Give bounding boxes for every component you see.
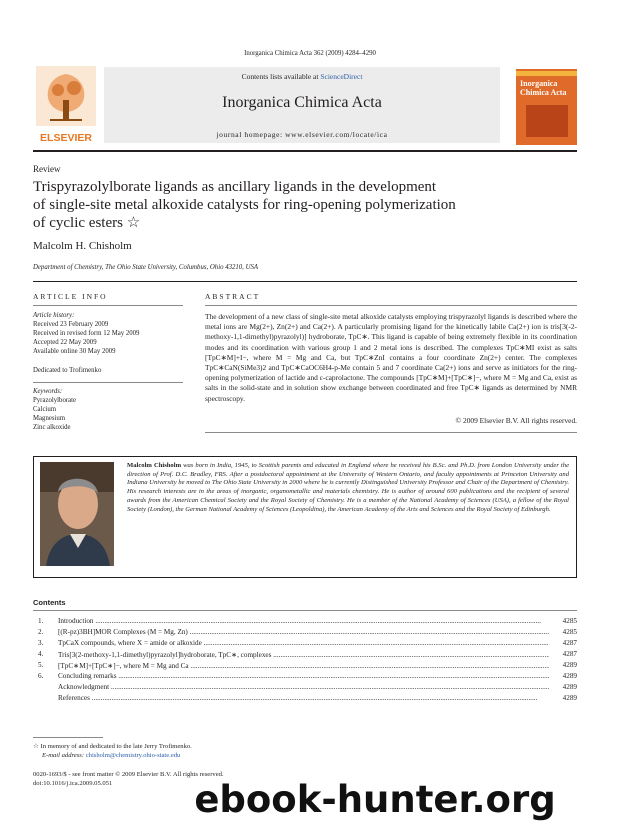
toc-entry[interactable]: [38, 694, 577, 705]
toc-page: 4289: [551, 694, 577, 702]
toc-label: Concluding remarks .....: [58, 672, 549, 680]
keyword-item: Pyrazolylborate: [33, 397, 77, 404]
toc-number: 6.: [38, 672, 44, 680]
dedication-footnote: ☆ In memory of and dedicated to the late Jerry Trofimenko.: [33, 743, 192, 750]
toc-entry[interactable]: [38, 672, 577, 683]
title-line-3: of cyclic esters ☆: [33, 215, 141, 231]
abstract-heading: ABSTRACT: [205, 292, 261, 301]
toc-label: TpCaX compounds, where X = amide or alkoxide .....: [58, 639, 549, 647]
elsevier-tree-logo: [36, 66, 96, 126]
keyword-item: Magnesium: [33, 415, 66, 422]
bio-text: was born in India, 1945, to Scottish parents and educated in England where he received his B.Sc. and Ph.D. from London University under the direction of Prof. D.C. Bradley, FRS. After a postdoctoral appointment at the University of Western Ontario, and faculty appointments at Princeton University and Indiana University he moved to The Ohio State University in 2000 where he is currently Distinguished University Professor and Chair of the Department of Chemistry. His research interests are in the areas of inorganic, organometallic and materials chemistry. He is author of around 600 publications and the recipient of several awards from the American Chemical Society and the Royal Society of Chemistry. He is a member of the National Academy of Sciences (USA), a fellow of the Royal Society (London), the German National Academy of Sciences (Leopoldina), the American Academy of the Arts and Sciences and the Royal Society of Edinburgh.: [127, 462, 569, 513]
email-footnote: [42, 751, 180, 760]
abstract-rule: [205, 305, 577, 306]
history-revised: Received in revised form 12 May 2009: [33, 330, 140, 337]
toc-entry[interactable]: [38, 617, 577, 628]
contents-heading: Contents: [33, 598, 66, 607]
toc-label: Acknowledgment .....: [58, 683, 549, 691]
elsevier-wordmark: ELSEVIER: [40, 132, 92, 144]
bio-name: Malcolm Chisholm: [127, 462, 182, 469]
article-history: [33, 311, 183, 356]
author-photo: [40, 462, 114, 566]
toc-label: Tris[3(2-methoxy-1,1-dimethyl)pyrazolyl]hydroborate, TpC∗, complexes .....: [58, 650, 549, 659]
footnote-rule: [33, 737, 103, 738]
toc-entry[interactable]: [38, 639, 577, 650]
history-label: Article history:: [33, 312, 75, 319]
cover-title: Inorganica Chimica Acta: [520, 79, 567, 97]
article-info-heading: ARTICLE INFO: [33, 292, 108, 301]
history-accepted: Accepted 22 May 2009: [33, 339, 97, 346]
toc-entry[interactable]: [38, 650, 577, 661]
toc-number: 2.: [38, 628, 44, 636]
article-type: Review: [33, 164, 61, 174]
doi-line[interactable]: doi:10.1016/j.ica.2009.05.051: [33, 780, 113, 787]
dedication-note: Dedicated to Trofimenko: [33, 367, 102, 374]
toc-page: 4287: [551, 639, 577, 647]
author-biography: [127, 462, 569, 514]
toc-number: 5.: [38, 661, 44, 669]
toc-number: 1.: [38, 617, 44, 625]
article-info-rule: [33, 305, 183, 306]
journal-reference: Inorganica Chimica Acta 362 (2009) 4284–4290: [244, 50, 376, 57]
toc-entry[interactable]: [38, 628, 577, 639]
toc-page: 4285: [551, 617, 577, 625]
toc-label: References .....: [58, 694, 549, 702]
title-line-1: Trispyrazolylborate ligands as ancillary ligands in the development: [33, 179, 437, 195]
sciencedirect-link[interactable]: ScienceDirect: [320, 72, 363, 81]
journal-cover-image: [516, 69, 577, 145]
toc-entry[interactable]: [38, 683, 577, 694]
abstract-copyright: © 2009 Elsevier B.V. All rights reserved.: [455, 416, 577, 425]
title-line-2: of single-site metal alkoxide catalysts for ring-opening polymerization: [33, 197, 456, 213]
toc-label: Introduction .....: [58, 617, 549, 625]
affiliation-rule: [33, 281, 577, 282]
cover-illustration: [526, 105, 568, 137]
toc-entry[interactable]: [38, 661, 577, 672]
journal-name: Inorganica Chimica Acta: [222, 94, 382, 111]
keywords-rule: [33, 382, 183, 383]
contents-available-line: [104, 72, 500, 81]
toc-label: [TpC∗M]+[TpC∗]−, where M = Mg and Ca .....: [58, 661, 549, 670]
watermark-overlay: [150, 774, 600, 824]
toc-page: 4287: [551, 650, 577, 658]
history-received: Received 23 February 2009: [33, 321, 109, 328]
toc-number: 3.: [38, 639, 44, 647]
keyword-item: Calcium: [33, 406, 57, 413]
keywords-label: Keywords:: [33, 388, 63, 395]
email-label: E-mail address:: [42, 752, 86, 759]
journal-homepage[interactable]: journal homepage: www.elsevier.com/locate/ica: [216, 130, 388, 139]
abstract-bottom-rule: [205, 432, 577, 433]
watermark-text: ebook-hunter.org: [194, 778, 556, 821]
history-online: Available online 30 May 2009: [33, 348, 116, 355]
keywords-block: [33, 387, 183, 432]
header-rule: [33, 150, 577, 152]
author-name: Malcolm H. Chisholm: [33, 240, 132, 252]
contents-prefix: Contents lists available at: [241, 72, 321, 81]
contents-rule: [33, 610, 577, 611]
toc-label: [(R-pz)3BH]MOR Complexes (M = Mg, Zn) .....: [58, 628, 549, 636]
keyword-item: Zinc alkoxide: [33, 424, 71, 431]
toc-number: 4.: [38, 650, 44, 658]
toc-page: 4285: [551, 628, 577, 636]
toc-page: 4289: [551, 661, 577, 669]
toc-page: 4289: [551, 683, 577, 691]
toc-page: 4289: [551, 672, 577, 680]
abstract-text: The development of a new class of single-site metal alkoxide catalysts employing trispyrazolyl ligands is described where the metal ions are Mg(2+), Zn(2+) and Ca(2+). A particularly promising ligand for the kinetically labile Ca(2+) ion is tris[3(-2-methoxy-1,1-dimethyl)pyrazolyl)] hydroborate, TpC∗. This ligand is capable of being extremely flexible in its coordination modes and its coordination with various group 1 and 2 metal ions is described. The complexes TpC∗MI exist as salts [TpC∗M]+I−, where M = Mg and Ca, but TpC∗ZnI contains a four coordinate Zn(2+) center. The complexes TpC∗CaN(SiMe3)2 and TpC∗CaOC6H4-p-Me contain 5 and 7 coordinate Ca(2+) ions and serve as initiators for the ring-opening polymerization of lactide and ε-caprolactone. The compounds [TpC∗M]+[TpC∗]−, where M = Mg and Ca, exist as salts in the solid-state and in solution show exchange between coordinated and free TpC∗ ligands as determined by NMR spectroscopy.: [205, 312, 577, 403]
front-matter-line: 0020-1693/$ - see front matter © 2009 Elsevier B.V. All rights reserved.: [33, 771, 224, 778]
author-affiliation: Department of Chemistry, The Ohio State University, Columbus, Ohio 43210, USA: [33, 264, 259, 271]
cover-stripe: [516, 71, 577, 76]
article-title: [33, 178, 553, 232]
author-email-link[interactable]: chisholm@chemistry.ohio-state.edu: [85, 752, 181, 759]
